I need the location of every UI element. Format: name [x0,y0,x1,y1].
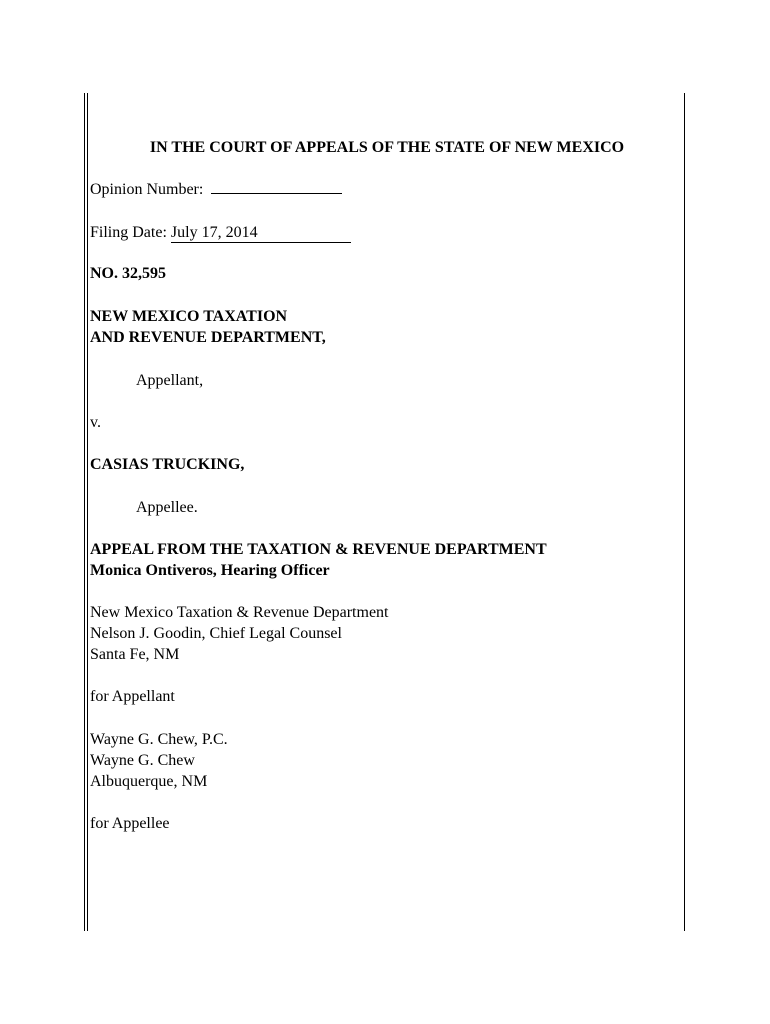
filing-date-value: July 17, 2014 [171,224,351,243]
court-title: IN THE COURT OF APPEALS OF THE STATE OF NEW MEXICO [149,139,625,156]
docket-number: NO. 32,595 [90,265,166,282]
for-appellant: for Appellant [90,688,175,705]
counsel-appellee-line1: Wayne G. Chew, P.C. [90,731,228,748]
filing-date-label: Filing Date: [90,224,167,241]
counsel-appellant-line1: New Mexico Taxation & Revenue Department [90,604,389,621]
opinion-number-blank [211,179,342,194]
counsel-appellant-line3: Santa Fe, NM [90,646,180,663]
appellant-party-line1: NEW MEXICO TAXATION [90,308,288,325]
counsel-appellee-line3: Albuquerque, NM [90,773,208,790]
appeal-from: APPEAL FROM THE TAXATION & REVENUE DEPARTMENT [90,541,547,558]
appellant-role: Appellant, [136,372,204,389]
filing-date-line [90,222,351,243]
appellee-role: Appellee. [136,499,198,516]
for-appellee: for Appellee [90,815,170,832]
opinion-number-line [90,179,342,200]
appellee-party: CASIAS TRUCKING, [90,456,245,473]
hearing-officer: Monica Ontiveros, Hearing Officer [90,562,330,579]
right-margin-rule [684,93,685,931]
left-margin-rule-inner [87,93,88,931]
versus: v. [90,414,101,431]
appellant-party-line2: AND REVENUE DEPARTMENT, [90,329,326,346]
counsel-appellant-line2: Nelson J. Goodin, Chief Legal Counsel [90,625,342,642]
opinion-number-label: Opinion Number: [90,181,204,198]
counsel-appellee-line2: Wayne G. Chew [90,752,195,769]
left-margin-rule-outer [84,93,85,931]
